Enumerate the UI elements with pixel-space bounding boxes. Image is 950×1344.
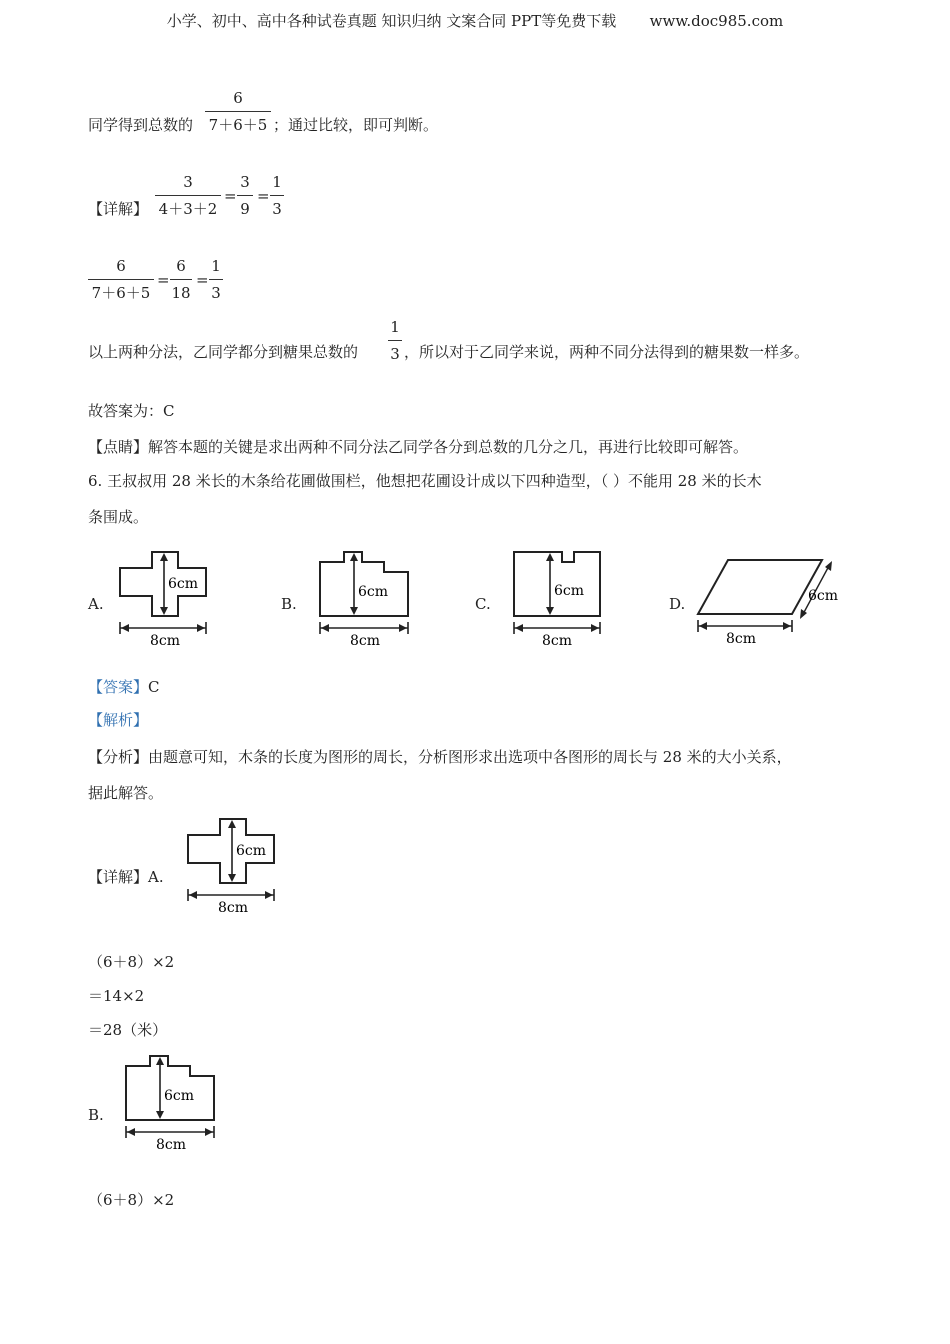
option-a-height-label: 6cm (168, 576, 199, 592)
detail1-frac1 (155, 175, 221, 217)
conclusion-suffix: ，所以对于乙同学来说，两种不同分法得到的糖果数一样多。 (404, 343, 810, 361)
option-c-height-label: 6cm (554, 583, 585, 599)
question-line2: 条围成。 (88, 508, 149, 526)
detail-b-height-label: 6cm (164, 1088, 195, 1104)
option-c-width-label: 8cm (542, 633, 573, 648)
detail2-frac2-num: 6 (176, 257, 186, 275)
option-d-label: D. (669, 595, 686, 613)
question-line1: 6. 王叔叔用 28 米长的木条给花圃做围栏，他想把花圃设计成以下四种造型，（ ）不能用 28 米的长木 (88, 472, 762, 490)
detail-a-label: 【详解】A. (88, 868, 164, 886)
detail2-frac1-den: 7＋6＋5 (91, 284, 151, 302)
conclusion-fraction (388, 320, 402, 362)
line1-frac-num: 6 (233, 89, 243, 107)
detail1-frac3 (270, 175, 284, 217)
detail2-frac2 (170, 259, 192, 301)
detail2-frac1 (88, 259, 154, 301)
answer-label: 【答案】 (88, 678, 149, 696)
option-d-width-label: 8cm (726, 631, 757, 647)
option-b-label: B. (281, 595, 297, 613)
analysis-label: 【解析】 (88, 711, 149, 729)
option-d-figure (690, 552, 850, 648)
detail1-frac3-den: 3 (272, 200, 282, 218)
detail2-frac3 (209, 259, 223, 301)
detail1-frac2-den: 9 (240, 200, 250, 218)
answer-value: C (148, 678, 160, 696)
detail1-eq2: = (257, 187, 270, 205)
detail2-frac1-num: 6 (116, 257, 126, 275)
option-a-width-label: 8cm (150, 633, 181, 648)
detail-b-calc-1: （6＋8）×2 (88, 1191, 175, 1209)
page-header (0, 14, 950, 29)
conclusion-frac-den: 3 (390, 345, 400, 363)
detail-a-height-label: 6cm (236, 843, 267, 859)
detail-a-calc-1: （6＋8）×2 (88, 953, 175, 971)
detail2-eq2: = (196, 271, 209, 289)
option-c-figure (506, 548, 610, 648)
previous-answer: 故答案为：C (88, 402, 175, 420)
option-a-figure (112, 548, 216, 648)
detail2-frac3-den: 3 (211, 284, 221, 302)
detail2-eq1: = (157, 271, 170, 289)
detail-a-width-label: 8cm (218, 900, 249, 915)
option-b-width-label: 8cm (350, 633, 381, 648)
header-url[interactable]: www.doc985.com (649, 12, 784, 30)
detail1-frac1-num: 3 (183, 173, 193, 191)
answer-line (88, 680, 160, 695)
option-a-label: A. (88, 595, 104, 613)
option-d-height-label: 6cm (808, 588, 839, 604)
detail2-frac2-den: 18 (171, 284, 191, 302)
detail-a-calc-2: ＝14×2 (88, 987, 145, 1005)
analysis-line2: 据此解答。 (88, 784, 164, 802)
detail1-frac2-num: 3 (240, 173, 250, 191)
detail1-frac3-num: 1 (272, 173, 282, 191)
option-b-figure (312, 548, 416, 648)
detail-a-figure (180, 815, 284, 915)
option-c-label: C. (475, 595, 491, 613)
line1-frac-den: 7＋6＋5 (208, 116, 268, 134)
conclusion-frac-num: 1 (390, 318, 400, 336)
detail2-frac3-num: 1 (211, 257, 221, 275)
detail1-frac1-den: 4＋3＋2 (158, 200, 218, 218)
line1-prefix: 同学得到总数的 (88, 116, 194, 134)
detail1-label: 【详解】 (88, 200, 149, 218)
tip-text: 【点睛】解答本题的关键是求出两种不同分法乙同学各分到总数的几分之几，再进行比较即可解答。 (88, 438, 749, 456)
analysis-line1: 【分析】由题意可知，木条的长度为图形的周长，分析图形求出选项中各图形的周长与 28 米的大小关系， (88, 748, 792, 766)
detail-a-calc-3: ＝28（米） (88, 1021, 168, 1039)
conclusion-prefix: 以上两种分法，乙同学都分到糖果总数的 (88, 343, 359, 361)
line1-suffix: ；通过比较，即可判断。 (273, 116, 439, 134)
header-title: 小学、初中、高中各种试卷真题 知识归纳 文案合同 PPT等免费下载 (166, 12, 617, 30)
detail-b-figure (118, 1052, 222, 1152)
detail-b-label: B. (88, 1106, 104, 1124)
line1-fraction (205, 91, 271, 133)
option-b-height-label: 6cm (358, 584, 389, 600)
detail1-frac2 (237, 175, 253, 217)
detail1-eq1: = (224, 187, 237, 205)
detail-b-width-label: 8cm (156, 1137, 187, 1152)
